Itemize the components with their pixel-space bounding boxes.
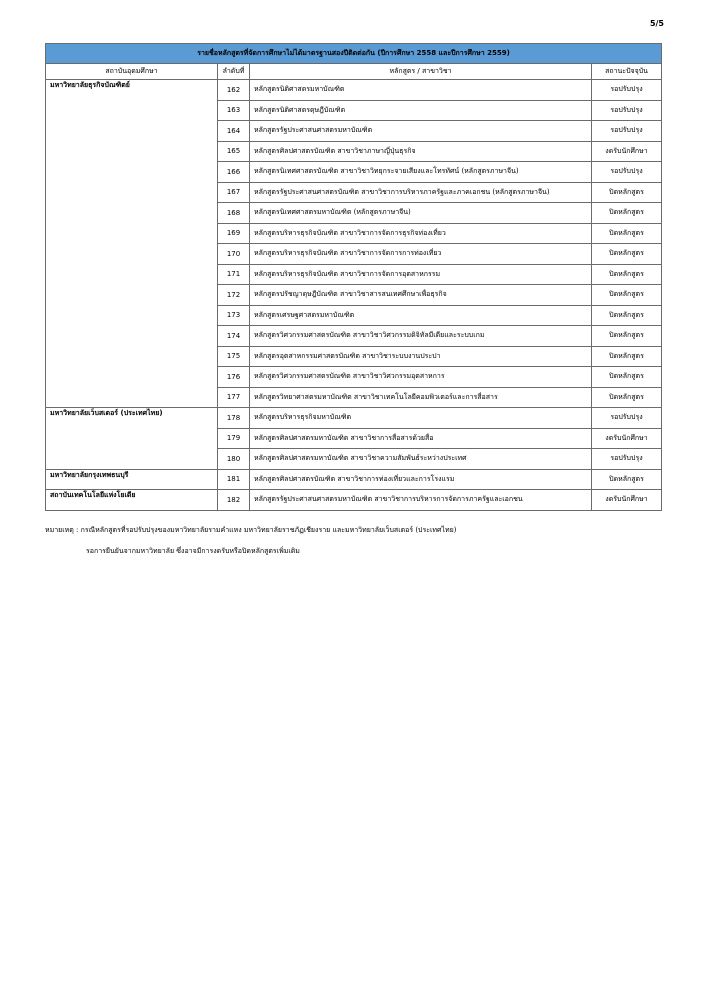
number-cell: 181 [218,469,250,490]
table-title: รายชื่อหลักสูตรที่จัดการศึกษาไม่ได้มาตรฐานสองปีติดต่อกัน (ปีการศึกษา 2558 และปีการศึกษา 2559) [46,44,662,64]
program-cell: หลักสูตรนิติศาสตรดุษฎีบัณฑิต [250,100,592,121]
number-cell: 171 [218,264,250,285]
program-cell: หลักสูตรวิศวกรรมศาสตรบัณฑิต สาขาวิชาวิศวกรรมดิจิทัลมีเดียและระบบเกม [250,326,592,347]
program-cell: หลักสูตรรัฐประศาสนศาสตรมหาบัณฑิต [250,121,592,142]
program-cell: หลักสูตรรัฐประศาสนศาสตรมหาบัณฑิต สาขาวิชาการบริหารการจัดการภาครัฐและเอกชน [250,490,592,511]
status-cell: งดรับนักศึกษา [592,141,662,162]
status-cell: ปิดหลักสูตร [592,182,662,203]
status-cell: งดรับนักศึกษา [592,428,662,449]
number-cell: 163 [218,100,250,121]
program-cell: หลักสูตรศิลปศาสตรบัณฑิต สาขาวิชาการท่องเที่ยวและการโรงแรม [250,469,592,490]
status-cell: ปิดหลักสูตร [592,223,662,244]
status-cell: รอปรับปรุง [592,100,662,121]
table-row [46,408,662,429]
institution-cell: มหาวิทยาลัยเว็บสเตอร์ (ประเทศไทย) [46,408,218,470]
curriculum-table [45,43,662,511]
number-cell: 173 [218,305,250,326]
number-cell: 162 [218,80,250,101]
program-cell: หลักสูตรบริหารธุรกิจบัณฑิต สาขาวิชาการจัดการธุรกิจท่องเที่ยว [250,223,592,244]
status-cell: ปิดหลักสูตร [592,285,662,306]
number-cell: 164 [218,121,250,142]
footnote-line-1: หมายเหตุ : กรณีหลักสูตรที่รอปรับปรุงของมหาวิทยาลัยรามคำแหง มหาวิทยาลัยราชภัฏเชียงราย และมหาวิทยาลัยเว็บสเตอร์ (ประเทศไทย) [45,526,457,534]
number-cell: 175 [218,346,250,367]
number-cell: 166 [218,162,250,183]
page-number: 5/5 [649,19,664,28]
program-cell: หลักสูตรศิลปศาสตรมหาบัณฑิต สาขาวิชาความสัมพันธ์ระหว่างประเทศ [250,449,592,470]
institution-cell: มหาวิทยาลัยธุรกิจบัณฑิตย์ [46,80,218,408]
program-cell: หลักสูตรนิติศาสตรมหาบัณฑิต [250,80,592,101]
table-row [46,469,662,490]
table-body [46,80,662,511]
header-institution: สถาบันอุดมศึกษา [46,64,218,80]
program-cell: หลักสูตรนิเทศศาสตรมหาบัณฑิต (หลักสูตรภาษาจีน) [250,203,592,224]
number-cell: 180 [218,449,250,470]
program-cell: หลักสูตรวิทยาศาสตรมหาบัณฑิต สาขาวิชาเทคโนโลยีคอมพิวเตอร์และการสื่อสาร [250,387,592,408]
table-row [46,490,662,511]
number-cell: 168 [218,203,250,224]
number-cell: 178 [218,408,250,429]
status-cell: ปิดหลักสูตร [592,326,662,347]
status-cell: ปิดหลักสูตร [592,244,662,265]
program-cell: หลักสูตรรัฐประศาสนศาสตรบัณฑิต สาขาวิชาการบริหารภาครัฐและภาคเอกชน (หลักสูตรภาษาจีน) [250,182,592,203]
status-cell: รอปรับปรุง [592,408,662,429]
program-cell: หลักสูตรบริหารธุรกิจมหาบัณฑิต [250,408,592,429]
status-cell: ปิดหลักสูตร [592,305,662,326]
header-status: สถานะปัจจุบัน [592,64,662,80]
status-cell: รอปรับปรุง [592,121,662,142]
number-cell: 176 [218,367,250,388]
number-cell: 169 [218,223,250,244]
number-cell: 182 [218,490,250,511]
status-cell: รอปรับปรุง [592,80,662,101]
number-cell: 172 [218,285,250,306]
number-cell: 170 [218,244,250,265]
status-cell: ปิดหลักสูตร [592,203,662,224]
program-cell: หลักสูตรศิลปศาสตรมหาบัณฑิต สาขาวิชาการสื่อสารด้วยสื่อ [250,428,592,449]
status-cell: รอปรับปรุง [592,449,662,470]
number-cell: 179 [218,428,250,449]
header-program: หลักสูตร / สาขาวิชา [250,64,592,80]
program-cell: หลักสูตรนิเทศศาสตรบัณฑิต สาขาวิชาวิทยุกระจายเสียงและโทรทัศน์ (หลักสูตรภาษาจีน) [250,162,592,183]
footnote-line-2: รอการยืนยันจากมหาวิทยาลัย ซึ่งอาจมีการงดรับหรือปิดหลักสูตรเพิ่มเติม [86,547,300,555]
status-cell: รอปรับปรุง [592,162,662,183]
status-cell: ปิดหลักสูตร [592,346,662,367]
status-cell: ปิดหลักสูตร [592,367,662,388]
program-cell: หลักสูตรอุตสาหกรรมศาสตรบัณฑิต สาขาวิชาระบบงานประปา [250,346,592,367]
program-cell: หลักสูตรศิลปศาสตรบัณฑิต สาขาวิชาภาษาญี่ปุ่นธุรกิจ [250,141,592,162]
number-cell: 167 [218,182,250,203]
number-cell: 174 [218,326,250,347]
number-cell: 165 [218,141,250,162]
program-cell: หลักสูตรเศรษฐศาสตรมหาบัณฑิต [250,305,592,326]
number-cell: 177 [218,387,250,408]
header-number: ลำดับที่ [218,64,250,80]
table-row [46,80,662,101]
program-cell: หลักสูตรวิศวกรรมศาสตรบัณฑิต สาขาวิชาวิศวกรรมอุตสาหการ [250,367,592,388]
program-cell: หลักสูตรบริหารธุรกิจบัณฑิต สาขาวิชาการจัดการอุตสาหกรรม [250,264,592,285]
status-cell: ปิดหลักสูตร [592,387,662,408]
status-cell: งดรับนักศึกษา [592,490,662,511]
institution-cell: มหาวิทยาลัยกรุงเทพธนบุรี [46,469,218,490]
institution-cell: สถาบันเทคโนโลยีแห่งโยเดีย [46,490,218,511]
program-cell: หลักสูตรบริหารธุรกิจบัณฑิต สาขาวิชาการจัดการการท่องเที่ยว [250,244,592,265]
status-cell: ปิดหลักสูตร [592,264,662,285]
program-cell: หลักสูตรปรัชญาดุษฎีบัณฑิต สาขาวิชาสารสนเทศศึกษาเพื่อธุรกิจ [250,285,592,306]
status-cell: ปิดหลักสูตร [592,469,662,490]
